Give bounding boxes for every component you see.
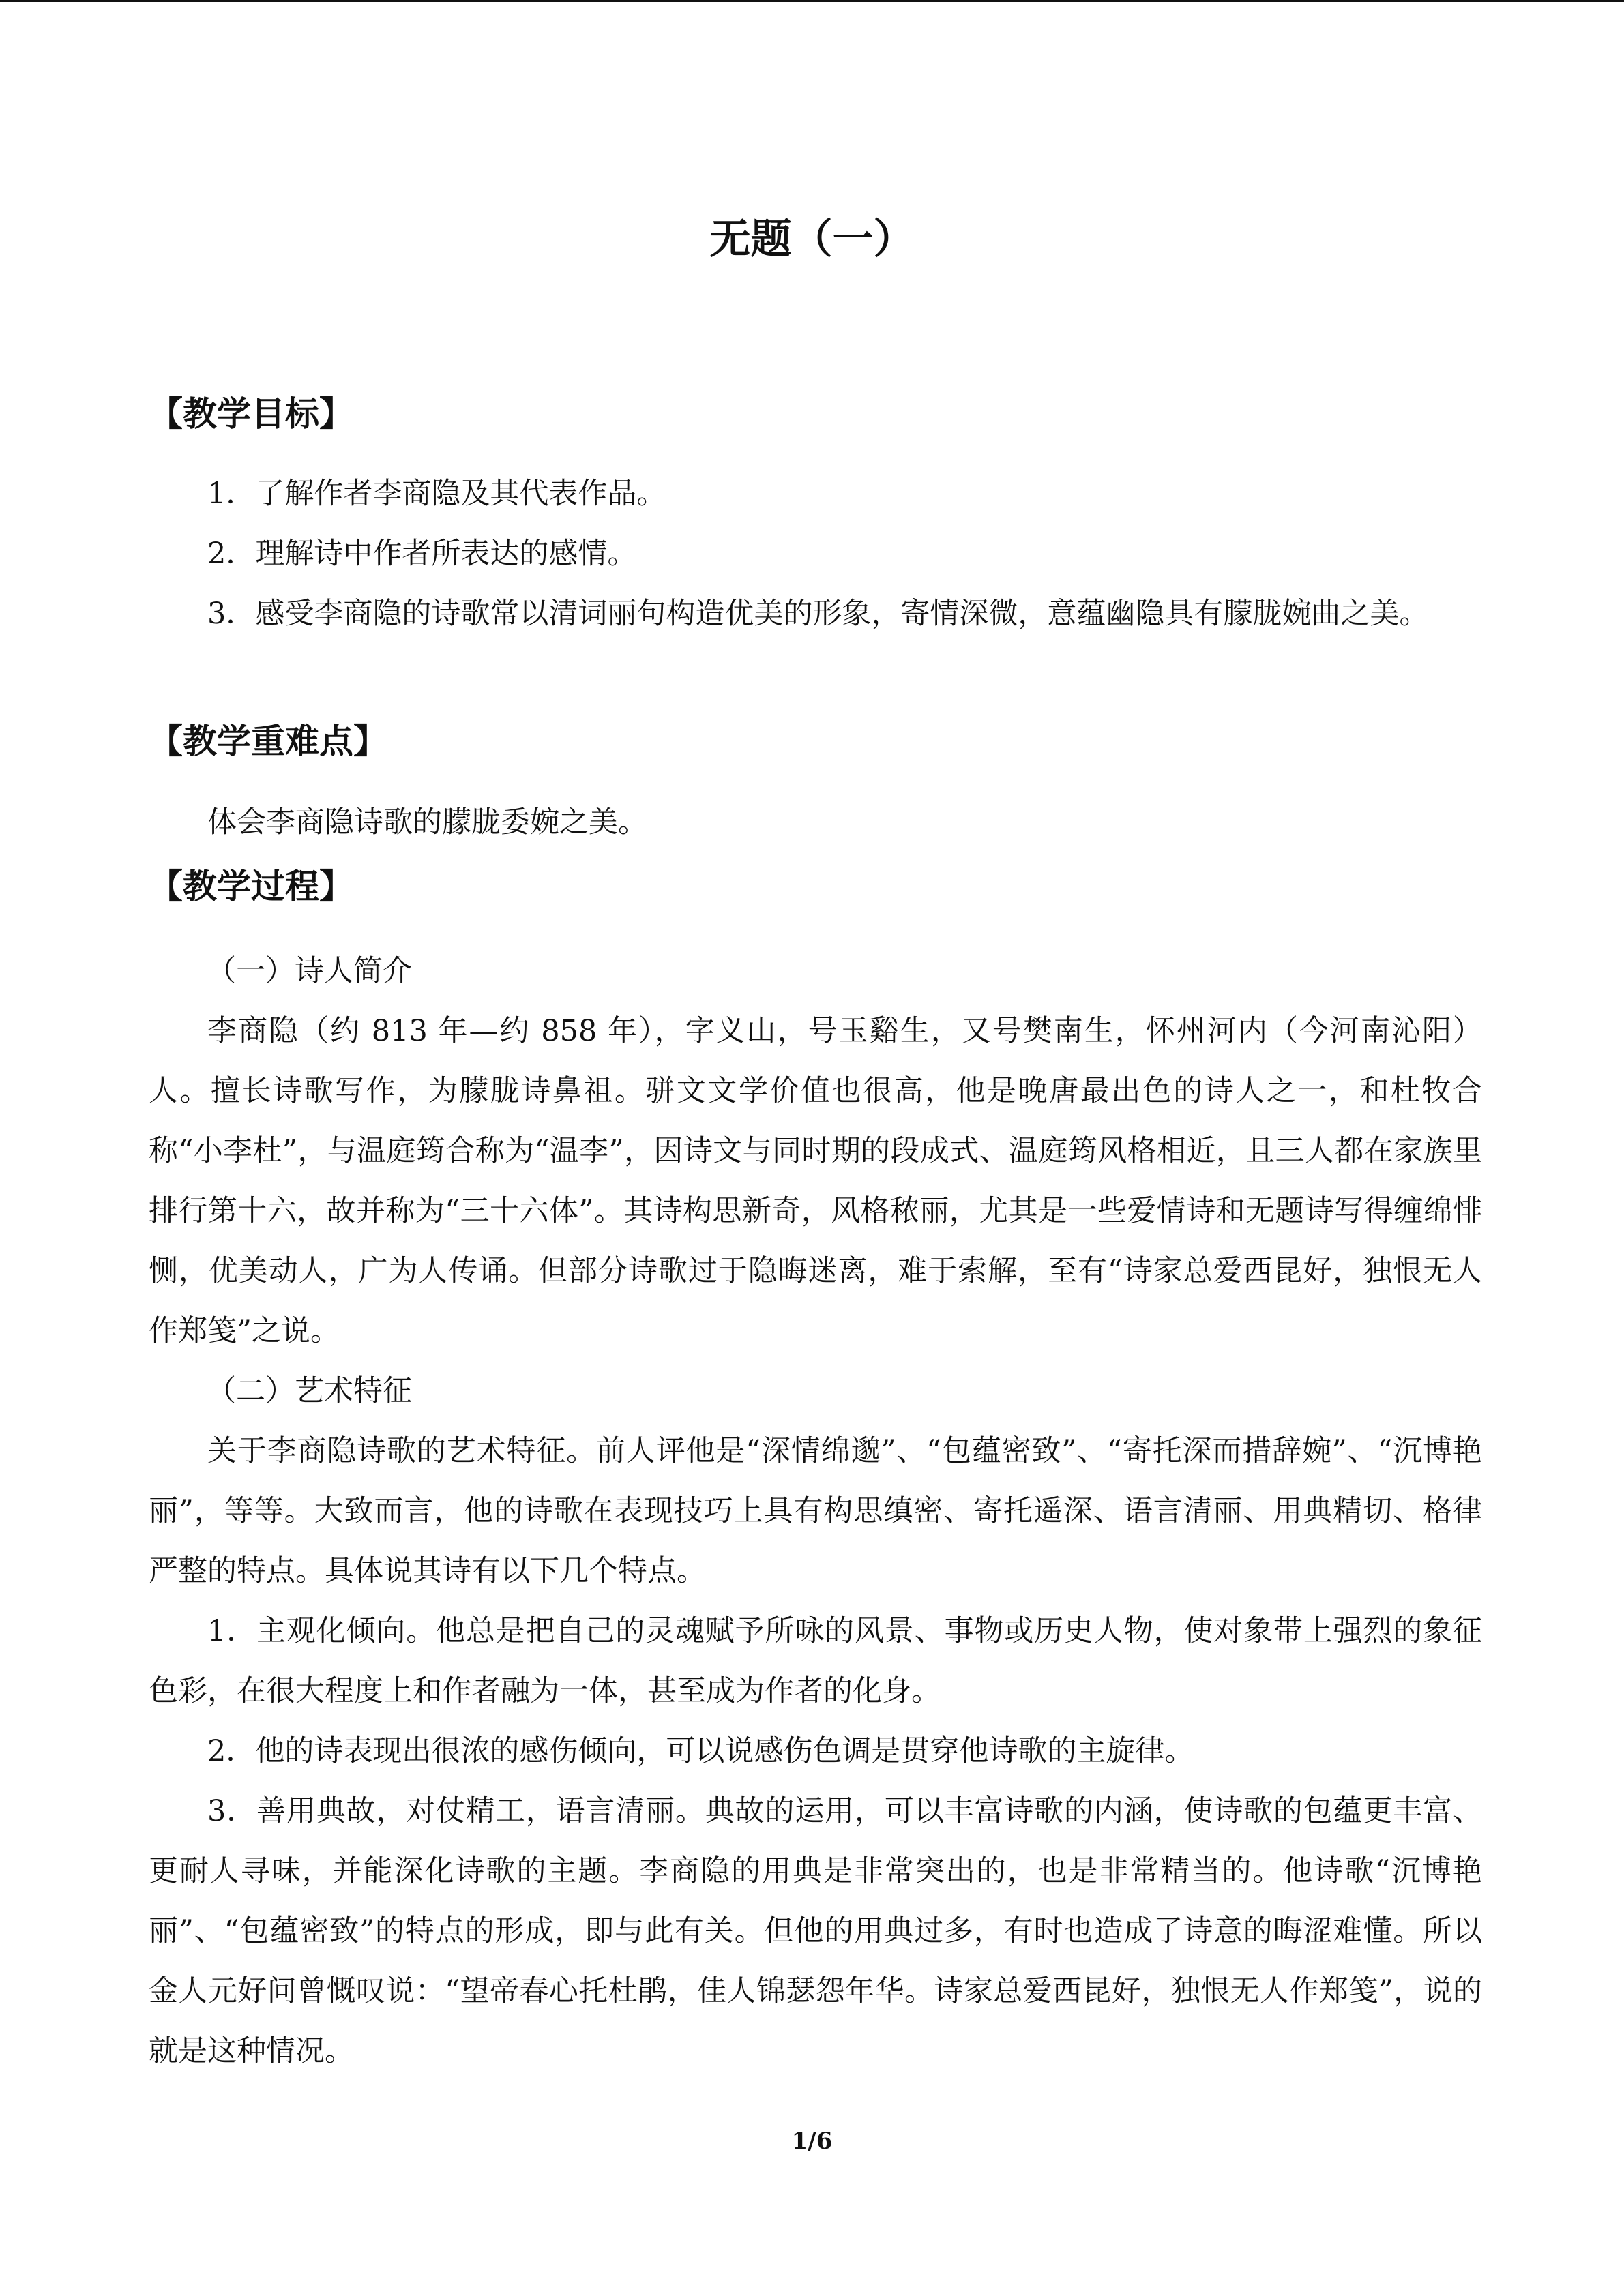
- goal-item-2: 2．理解诗中作者所表达的感情。: [207, 537, 637, 571]
- feature-point-3: 3．善用典故，对仗精工，语言清丽。典故的运用，可以丰富诗歌的内涵，使诗歌的包蕴更丰富、更耐人寻味，并能深化诗歌的主题。李商隐的用典是非常突出的，也是非常精当的。他诗歌“沉博艳丽”、“包蕴密致”的特点的形成，即与此有关。但他的用典过多，有时也造成了诗意的晦涩难懂。所以金人元好问曾慨叹说：“望帝春心托杜鹃，佳人锦瑟怨年华。诗家总爱西昆好，独恨无人作郑笺”，说的就是这种情况。: [149, 1794, 1482, 2068]
- paragraph-art-features: 关于李商隐诗歌的艺术特征。前人评他是“深情绵邈”、“包蕴密致”、“寄托深而措辞婉”、“沉博艳丽”，等等。大致而言，他的诗歌在表现技巧上具有构思缜密、寄托遥深、语言清丽、用典精切、格律严整的特点。具体说其诗有以下几个特点。: [149, 1434, 1482, 1588]
- goal-item-1: 1．了解作者李商隐及其代表作品。: [207, 477, 666, 511]
- top-border: [0, 0, 1624, 2]
- subheading-poet-intro: （一）诗人简介: [207, 954, 412, 988]
- section-heading-goals: 【教学目标】: [149, 394, 353, 434]
- process-block: [149, 941, 1482, 2081]
- difficulty-text: 体会李商隐诗歌的朦胧委婉之美。: [207, 805, 647, 839]
- goals-list: [149, 464, 1482, 644]
- subheading-art-features: （二）艺术特征: [207, 1374, 412, 1408]
- feature-point-2: 2．他的诗表现出很浓的感伤倾向，可以说感伤色调是贯穿他诗歌的主旋律。: [207, 1734, 1194, 1768]
- difficulty-block: [149, 792, 1482, 852]
- paragraph-poet-intro: 李商隐（约 813 年—约 858 年），字义山，号玉谿生，又号樊南生，怀州河内（今河南沁阳）人。擅长诗歌写作，为朦胧诗鼻祖。骈文文学价值也很高，他是晚唐最出色的诗人之一，和杜牧合称“小李杜”，与温庭筠合称为“温李”，因诗文与同时期的段成式、温庭筠风格相近，且三人都在家族里排行第十六，故并称为“三十六体”。其诗构思新奇，风格秾丽，尤其是一些爱情诗和无题诗写得缠绵悱恻，优美动人，广为人传诵。但部分诗歌过于隐晦迷离，难于索解，至有“诗家总爱西昆好，独恨无人作郑笺”之说。: [149, 1014, 1482, 1348]
- section-heading-difficulty: 【教学重难点】: [149, 721, 387, 761]
- section-heading-process: 【教学过程】: [149, 867, 353, 906]
- feature-point-1: 1．主观化倾向。他总是把自己的灵魂赋予所咏的风景、事物或历史人物，使对象带上强烈的象征色彩，在很大程度上和作者融为一体，甚至成为作者的化身。: [149, 1614, 1482, 1708]
- page-title: 无题（一）: [709, 215, 915, 263]
- goal-item-3: 3．感受李商隐的诗歌常以清词丽句构造优美的形象，寄情深微，意蕴幽隐具有朦胧婉曲之美。: [207, 597, 1429, 631]
- page-number: 1/6: [791, 2128, 833, 2155]
